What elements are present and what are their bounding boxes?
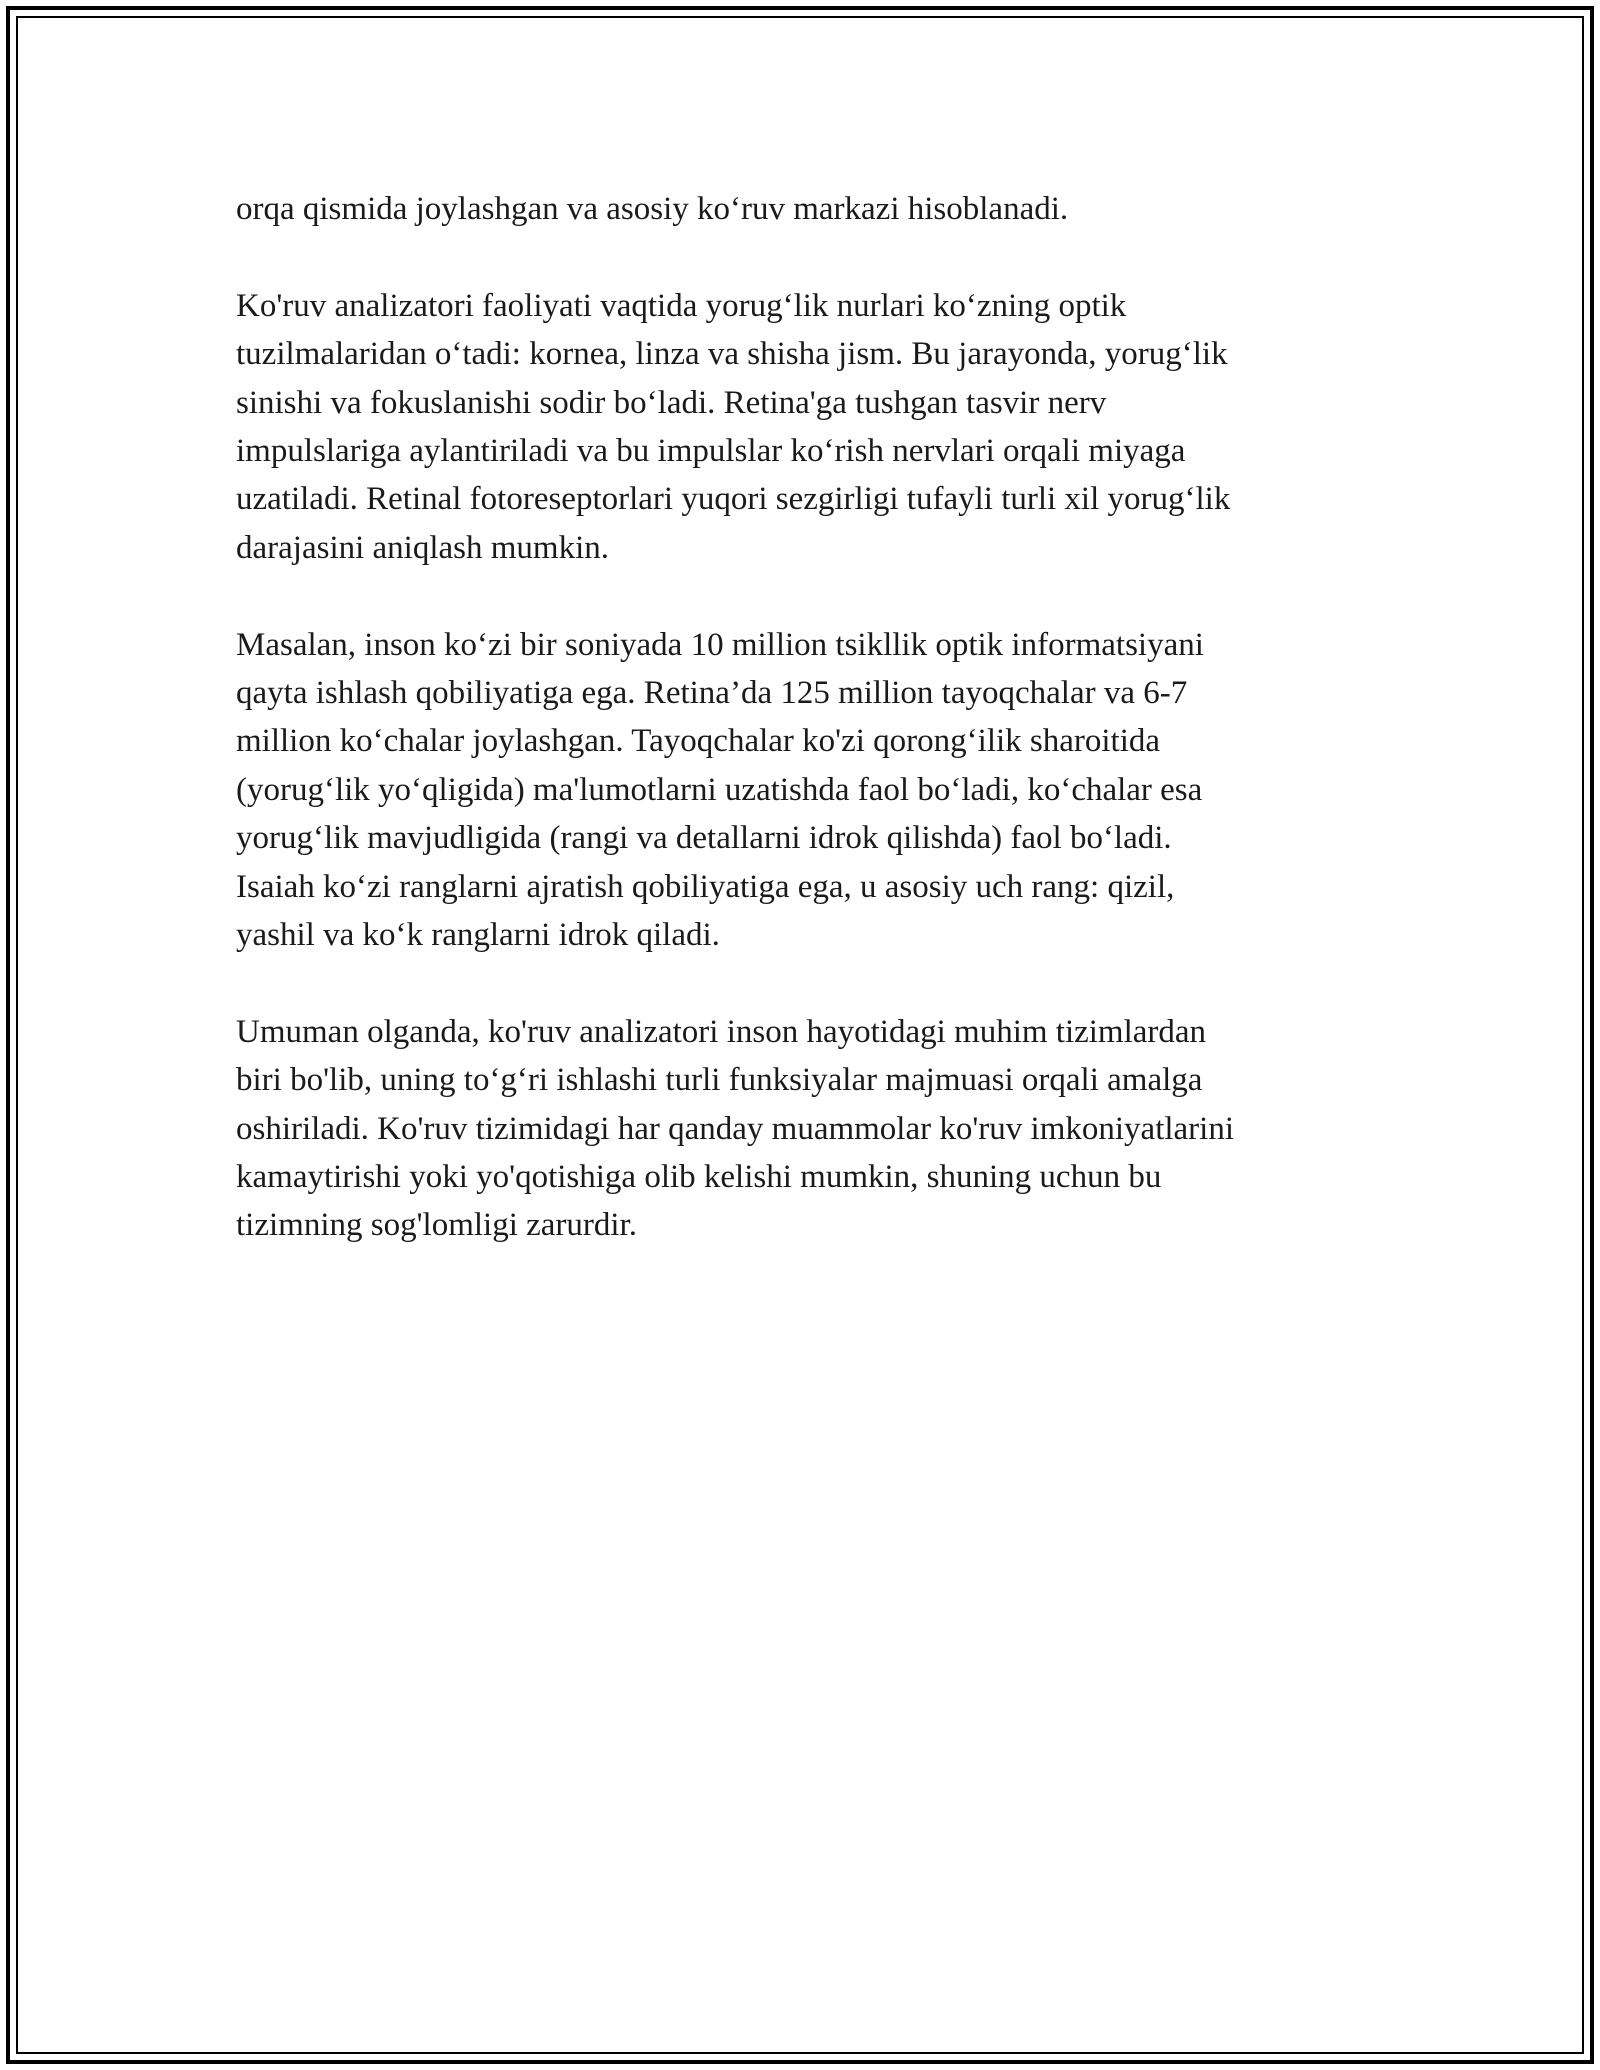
- document-body: [236, 185, 1366, 1298]
- text-line: orqa qismida joylashgan va asosiy ko‘ruv markazi hisoblanadi.: [236, 191, 1069, 227]
- text-line: tuzilmalaridan o‘tadi: kornea, linza va shisha jism. Bu jarayonda, yorug‘lik: [236, 336, 1228, 373]
- text-line: Isaiah ko‘zi ranglarni ajratish qobiliyatiga ega, u asosiy uch rang: qizil,: [236, 868, 1175, 905]
- text-line: darajasini aniqlash mumkin.: [236, 529, 610, 566]
- text-line: tizimning sog'lomligi zarurdir.: [236, 1207, 637, 1244]
- text-line: impulslariga aylantiriladi va bu impulslar ko‘rish nervlari orqali miyaga: [236, 433, 1186, 470]
- text-line: biri bo'lib, uning to‘g‘ri ishlashi turli funksiyalar majmuasi orqali amalga: [236, 1062, 1203, 1099]
- text-line: yorug‘lik mavjudligida (rangi va detallarni idrok qilishda) faol bo‘ladi.: [236, 820, 1172, 857]
- text-line: oshiriladi. Ko'ruv tizimidagi har qanday muammolar ko'ruv imkoniyatlarini: [236, 1110, 1235, 1147]
- text-line: Ko'ruv analizatori faoliyati vaqtida yorug‘lik nurlari ko‘zning optik: [236, 287, 1127, 324]
- paragraph-3: [236, 621, 1366, 960]
- text-line: yashil va ko‘k ranglarni idrok qiladi.: [236, 917, 720, 954]
- text-line: sinishi va fokuslanishi sodir bo‘ladi. Retina'ga tushgan tasvir nerv: [236, 384, 1107, 421]
- paragraph-2: [236, 282, 1366, 572]
- text-line: Umuman olganda, ko'ruv analizatori inson hayotidagi muhim tizimlardan: [236, 1013, 1207, 1050]
- text-line: (yorug‘lik yo‘qligida) ma'lumotlarni uzatishda faol bo‘ladi, ko‘chalar esa: [236, 771, 1203, 808]
- text-line: million ko‘chalar joylashgan. Tayoqchalar ko'zi qorong‘ilik sharoitida: [236, 723, 1161, 760]
- text-line: qayta ishlash qobiliyatiga ega. Retina’da 125 million tayoqchalar va 6-7: [236, 675, 1188, 712]
- paragraph-1: [236, 185, 1366, 233]
- text-line: Masalan, inson ko‘zi bir soniyada 10 million tsikllik optik informatsiyani: [236, 626, 1204, 663]
- text-line: uzatiladi. Retinal fotoreseptorlari yuqori sezgirligi tufayli turli xil yorug‘lik: [236, 481, 1231, 518]
- text-line: kamaytirishi yoki yo'qotishiga olib kelishi mumkin, shuning uchun bu: [236, 1159, 1162, 1196]
- paragraph-4: [236, 1008, 1366, 1250]
